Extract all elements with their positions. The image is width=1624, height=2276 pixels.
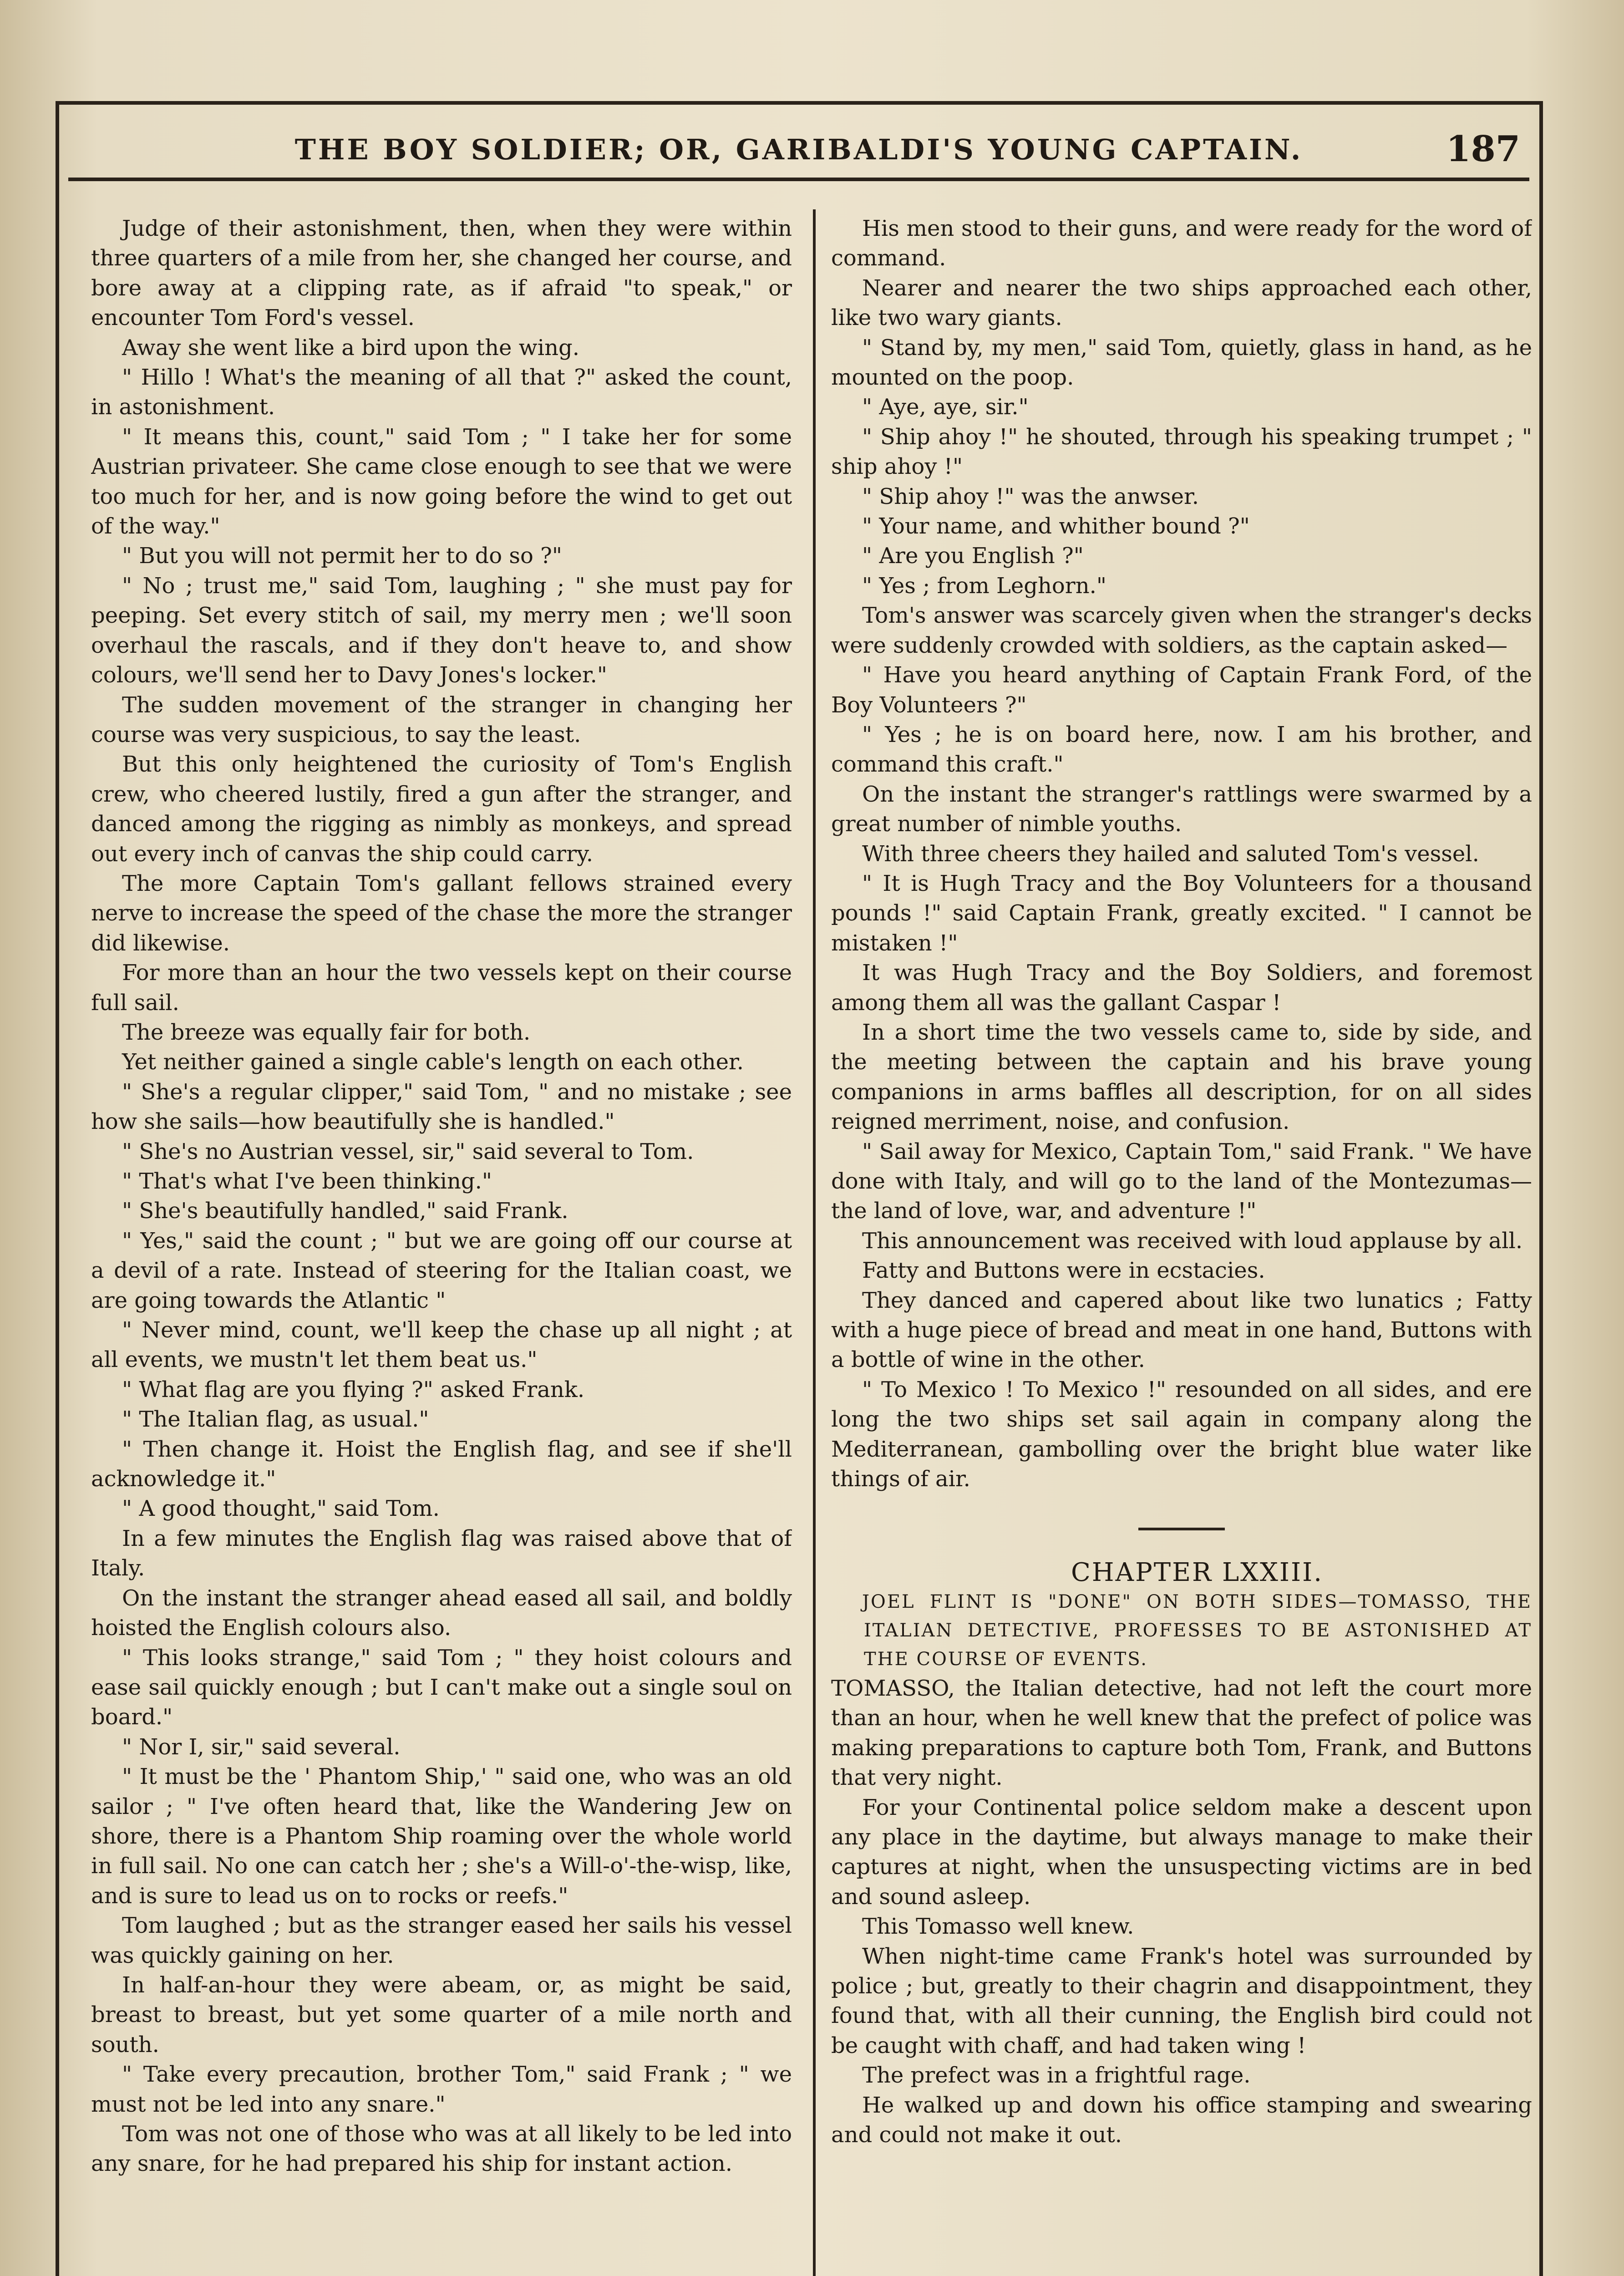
paragraph: " Never mind, count, we'll keep the chase up all night ; at all events, we mustn't let them beat us." — [91, 1317, 792, 1373]
paragraph: " It means this, count," said Tom ; " I take her for some Austrian privateer. She came close enough to see that we were too much for her, and is now going before the wind to get out of the way." — [91, 424, 792, 539]
paragraph: This Tomasso well knew. — [862, 1914, 1134, 1940]
paragraph: " She's beautifully handled," said Frank. — [122, 1198, 568, 1224]
paragraph: " It is Hugh Tracy and the Boy Volunteers for a thousand pounds !" said Captain Frank, greatly excited. " I cannot be mistaken !" — [831, 870, 1532, 956]
paragraph: This announcement was received with loud applause by all. — [862, 1228, 1523, 1254]
paragraph: On the instant the stranger ahead eased all sail, and boldly hoisted the English colours also. — [91, 1585, 792, 1641]
paragraph: The more Captain Tom's gallant fellows strained every nerve to increase the speed of the chase the more the stranger did likewise. — [91, 870, 792, 956]
paragraph: It was Hugh Tracy and the Boy Soldiers, and foremost among them all was the gallant Caspar ! — [831, 960, 1532, 1016]
paragraph: " Hillo ! What's the meaning of all that ?" asked the count, in astonishment. — [91, 365, 792, 420]
chapter-summary-text: JOEL FLINT IS "DONE" ON BOTH SIDES—TOMASSO, THE ITALIAN DETECTIVE, PROFESSES TO BE ASTONISHED AT THE COURSE OF EVENTS. — [862, 1591, 1532, 1670]
paragraph: He walked up and down his office stamping and swearing and could not make it out. — [831, 2092, 1532, 2148]
page-number: 187 — [1446, 128, 1520, 170]
paragraph: Tom was not one of those who was at all likely to be led into any snare, for he had prepared his ship for instant action. — [91, 2121, 792, 2177]
section-divider — [1138, 1528, 1225, 1530]
paragraph: " What flag are you flying ?" asked Frank. — [122, 1377, 585, 1402]
paragraph: For more than an hour the two vessels kept on their course full sail. — [91, 960, 792, 1016]
column-rule — [813, 209, 816, 2276]
paragraph: " Yes ; from Leghorn." — [862, 573, 1106, 599]
paragraph: For your Continental police seldom make a descent upon any place in the daytime, but always manage to make their captures at night, when the unsuspecting victims are in bed and sound asleep. — [831, 1794, 1532, 1910]
running-header — [68, 123, 1529, 181]
paragraph: When night-time came Frank's hotel was surrounded by police ; but, greatly to their chagrin and disappointment, they found that, with all their cunning, the English bird could not be caught with chaff, and had taken wing ! — [831, 1943, 1532, 2058]
paragraph: In a short time the two vessels came to, side by side, and the meeting between the captain and his brave young companions in arms baffles all description, for on all sides reigned merriment, noise, and confusion. — [831, 1019, 1532, 1135]
paragraph: On the instant the stranger's rattlings were swarmed by a great number of nimble youths. — [831, 781, 1532, 837]
left-column — [91, 214, 792, 2276]
paragraph: " A good thought," said Tom. — [122, 1496, 440, 1522]
paragraph: " It must be the ' Phantom Ship,' " said one, who was an old sailor ; " I've often heard that, like the Wandering Jew on shore, there is a Phantom Ship roaming over the whole world in full sail. No one can catch her ; she's a Will-o'-the-wisp, like, and is sure to lead us on to rocks or reefs." — [91, 1764, 792, 1909]
paragraph: " She's a regular clipper," said Tom, " and no mistake ; see how she sails—how beautifully she is handled." — [91, 1079, 792, 1135]
paragraph: TOMASSO, the Italian detective, had not left the court more than an hour, when he well knew that the prefect of police was making preparations to capture both Tom, Frank, and Buttons that very night. — [831, 1675, 1532, 1791]
paragraph: " She's no Austrian vessel, sir," said several to Tom. — [122, 1138, 694, 1164]
paragraph: In half-an-hour they were abeam, or, as might be said, breast to breast, but yet some quarter of a mile north and south. — [91, 1972, 792, 2058]
paragraph: " No ; trust me," said Tom, laughing ; " she must pay for peeping. Set every stitch of sail, my merry men ; we'll soon overhaul the rascals, and if they don't heave to, and show colours, we'll send her to Davy Jones's locker." — [91, 573, 792, 688]
paragraph: " Take every precaution, brother Tom," said Frank ; " we must not be led into any snare." — [91, 2062, 792, 2117]
paragraph: " Yes," said the count ; " but we are going off our course at a devil of a rate. Instead of steering for the Italian coast, we are going towards the Atlantic " — [91, 1228, 792, 1313]
paragraph: His men stood to their guns, and were ready for the word of command. — [831, 216, 1532, 271]
paragraph: Tom's answer was scarcely given when the stranger's decks were suddenly crowded with soldiers, as the captain asked— — [831, 603, 1532, 658]
right-column — [831, 214, 1532, 2276]
paragraph: " Have you heard anything of Captain Frank Ford, of the Boy Volunteers ?" — [831, 662, 1532, 718]
paragraph: They danced and capered about like two lunatics ; Fatty with a huge piece of bread and meat in one hand, Buttons with a bottle of wine in the other. — [831, 1287, 1532, 1373]
paragraph: Away she went like a bird upon the wing. — [122, 335, 579, 361]
chapter-summary — [831, 1588, 1532, 1674]
paragraph: With three cheers they hailed and saluted Tom's vessel. — [862, 841, 1479, 867]
paragraph: The breeze was equally fair for both. — [122, 1019, 531, 1045]
paragraph: " Ship ahoy !" was the anwser. — [862, 483, 1199, 509]
running-title: THE BOY SOLDIER; OR, GARIBALDI'S YOUNG CAPTAIN. — [294, 133, 1303, 166]
paragraph: " The Italian flag, as usual." — [122, 1407, 429, 1433]
paragraph: " Are you English ?" — [862, 543, 1084, 569]
paragraph: " Your name, and whither bound ?" — [862, 513, 1250, 539]
paragraph: " That's what I've been thinking." — [122, 1168, 492, 1194]
paragraph: " Yes ; he is on board here, now. I am his brother, and command this craft." — [831, 721, 1532, 777]
paragraph: Yet neither gained a single cable's length on each other. — [122, 1049, 744, 1075]
paragraph: Judge of their astonishment, then, when they were within three quarters of a mile from her, she changed her course, and bore away at a clipping rate, as if afraid "to speak," or encounter Tom Ford's vessel. — [91, 216, 792, 331]
paragraph: In a few minutes the English flag was raised above that of Italy. — [91, 1525, 792, 1581]
paragraph: Fatty and Buttons were in ecstacies. — [862, 1258, 1265, 1284]
paragraph: Tom laughed ; but as the stranger eased her sails his vessel was quickly gaining on her. — [91, 1913, 792, 1968]
paragraph: " To Mexico ! To Mexico !" resounded on all sides, and ere long the two ships set sail again in company along the Mediterranean, gambolling over the bright blue water like things of air. — [831, 1377, 1532, 1492]
paragraph: But this only heightened the curiosity of Tom's English crew, who cheered lustily, fired a gun after the stranger, and danced among the rigging as nimbly as monkeys, and spread out every inch of canvas the ship could carry. — [91, 752, 792, 867]
paragraph: " Sail away for Mexico, Captain Tom," said Frank. " We have done with Italy, and will go to the land of the Montezumas—the land of love, war, and adventure !" — [831, 1138, 1532, 1224]
paragraph: " But you will not permit her to do so ?" — [122, 543, 562, 569]
paragraph: " Ship ahoy !" he shouted, through his speaking trumpet ; " ship ahoy !" — [831, 424, 1532, 480]
paragraph: Nearer and nearer the two ships approached each other, like two wary giants. — [831, 275, 1532, 331]
paragraph: The sudden movement of the stranger in changing her course was very suspicious, to say the least. — [91, 692, 792, 747]
chapter-title: CHAPTER LXXIII. — [1071, 1558, 1324, 1588]
paragraph: " Then change it. Hoist the English flag, and see if she'll acknowledge it." — [91, 1436, 792, 1492]
paragraph: The prefect was in a frightful rage. — [862, 2063, 1251, 2088]
paragraph: " Stand by, my men," said Tom, quietly, glass in hand, as he mounted on the poop. — [831, 335, 1532, 391]
paragraph: " Nor I, sir," said several. — [122, 1734, 401, 1760]
paragraph: " This looks strange," said Tom ; " they hoist colours and ease sail quickly enough ; but I can't make out a single soul on board." — [91, 1645, 792, 1730]
paragraph: " Aye, aye, sir." — [862, 394, 1029, 420]
